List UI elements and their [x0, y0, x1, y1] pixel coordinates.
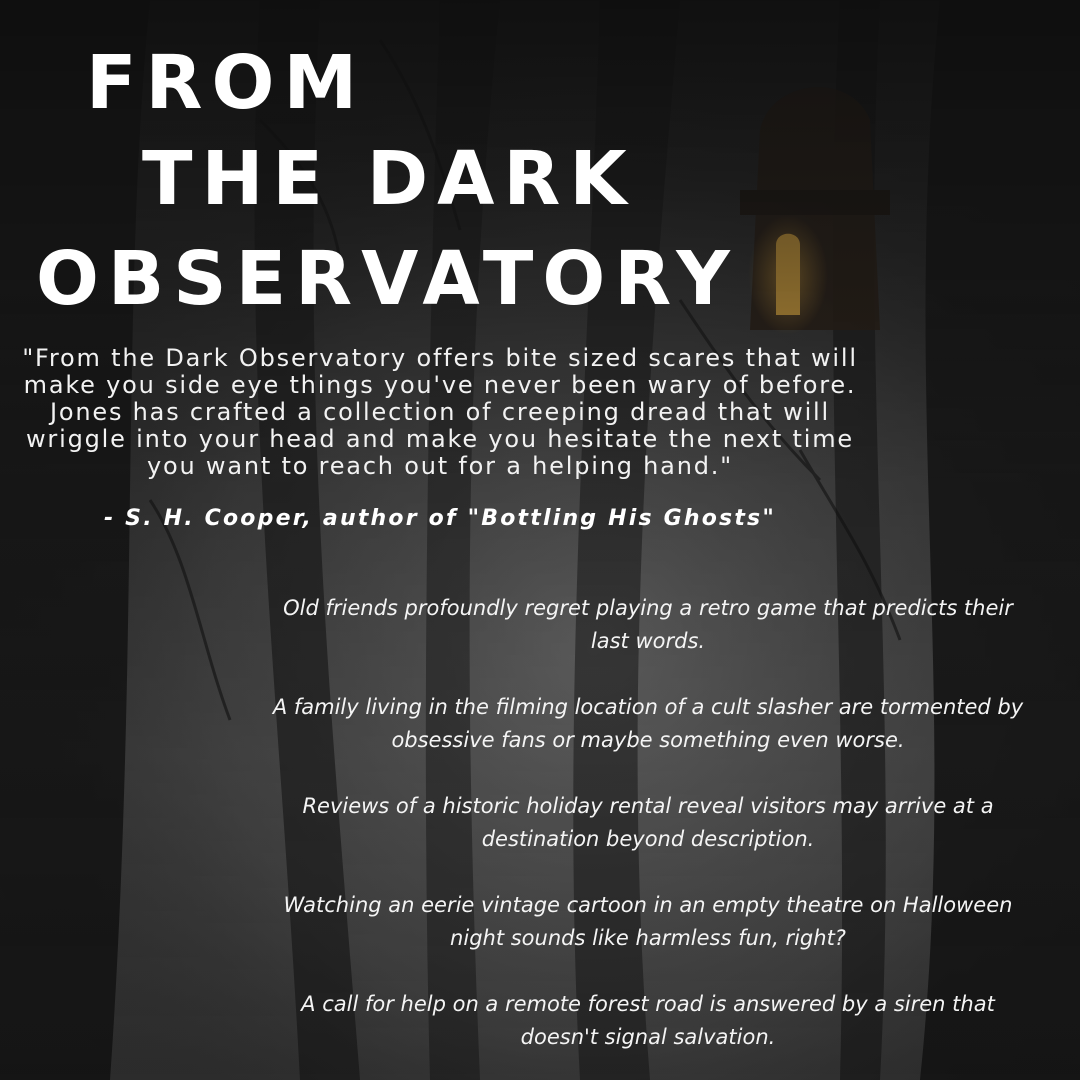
premise-5: A call for help on a remote forest road is answered by a siren that doesn't signal salvation. — [301, 992, 995, 1049]
title-line-3: OBSERVATORY — [36, 236, 739, 322]
review-quote: "From the Dark Observatory offers bite sized scares that will make you side eye things you've never been wary of before. Jones has crafted a collection of creeping dread that will wriggle into your head and make you hesitate the next time you want to reach out for a helping hand." — [22, 344, 858, 480]
premise-2: A family living in the filming location of a cult slasher are tormented by obsessive fans or maybe something even worse. — [272, 695, 1024, 752]
review-attribution: - S. H. Cooper, author of "Bottling His Ghosts" — [103, 506, 777, 531]
title-line-2: THE DARK — [142, 136, 636, 222]
story-premises — [262, 592, 1034, 1080]
premise-1: Old friends profoundly regret playing a retro game that predicts their last words. — [283, 596, 1013, 653]
premise-4: Watching an eerie vintage cartoon in an empty theatre on Halloween night sounds like harmless fun, right? — [283, 893, 1013, 950]
premise-3: Reviews of a historic holiday rental reveal visitors may arrive at a destination beyond description. — [302, 794, 994, 851]
title-line-1: FROM — [86, 40, 367, 126]
